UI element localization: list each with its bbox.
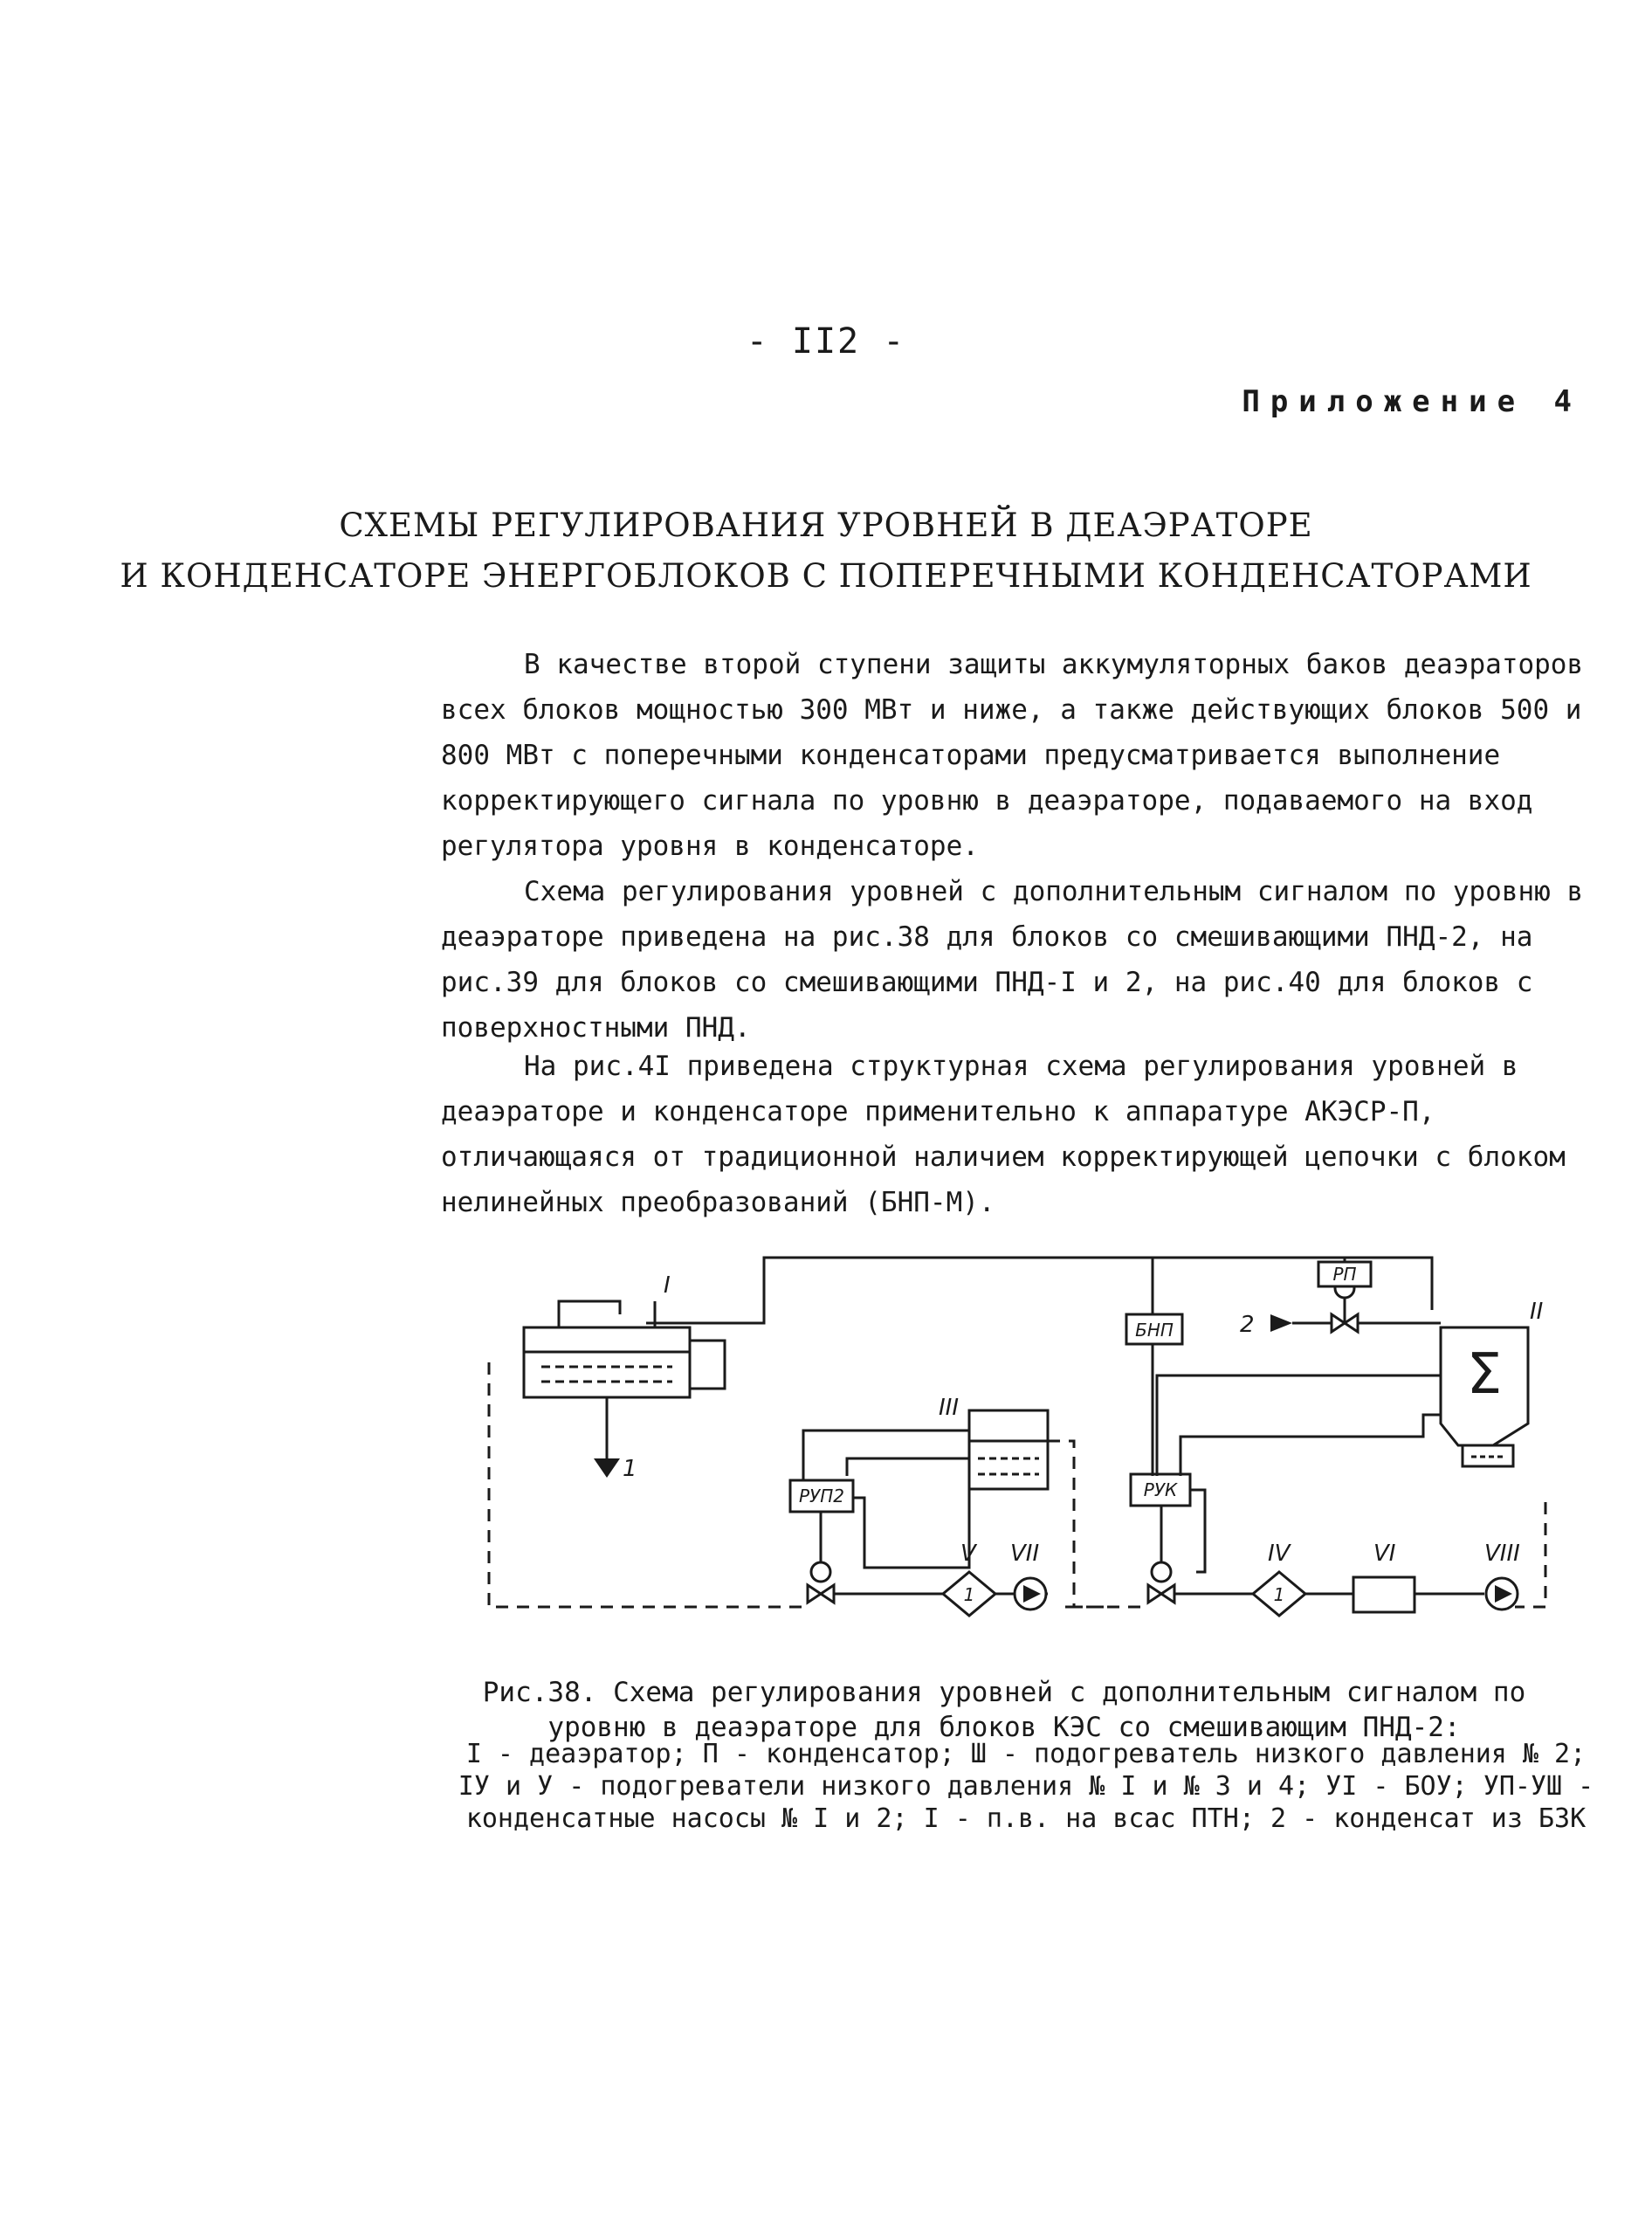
appendix-label: Приложение 4 [1242,384,1582,419]
heater-pnd-2 [969,1410,1048,1489]
label-deaerator: I [664,1272,671,1299]
filter-label: 1 [1273,1584,1285,1605]
filter-label: 1 [963,1584,975,1605]
valve [1148,1585,1174,1603]
level-sensor [811,1562,830,1582]
label-pump-vii: VII [1010,1541,1040,1567]
page-number: - II2 - [746,321,906,362]
rp-label: РП [1332,1264,1357,1285]
title-line-2: И КОНДЕНСАТОРЕ ЭНЕРГОБЛОКОВ С ПОПЕРЕЧНЫМИ КОНДЕНСАТОРАМИ [120,557,1532,595]
ruk-label: РУК [1143,1479,1178,1500]
label-heater-v: V [960,1541,976,1567]
outflow-arrow [594,1458,620,1478]
label-flow-1: 1 [623,1456,637,1482]
deaerator-tank [524,1327,690,1397]
figure-caption-legend: I - деаэратор; П - конденсатор; Ш - подогреватель низкого давления № 2; IУ и У - подогреватели низкого давления № I и № 3 и 4; УI - БОУ; УП-УШ - конденсатные насосы № I и 2; I - п.в. на всас ПТН; 2 - конденсат из БЗК [458,1739,1594,1834]
regulation-scheme-diagram [454,1240,1607,1659]
bnp-label: БНП [1135,1320,1174,1341]
inflow-arrow [1270,1314,1292,1332]
rup2-label: РУП2 [798,1486,845,1506]
sum-symbol: Σ [1466,1342,1503,1407]
valve [808,1585,834,1603]
label-bou: VI [1373,1541,1396,1567]
figure-caption-title: Рис.38. Схема регулирования уровней с дополнительным сигналом по уровню в деаэраторе для блоков КЭС со смешивающим ПНД-2: [482,1677,1526,1743]
label-condenser: II [1530,1299,1544,1325]
label-heater-iv: IV [1268,1541,1291,1567]
label-flow-2: 2 [1240,1312,1255,1338]
label-heater: III [939,1395,960,1421]
title-line-1: СХЕМЫ РЕГУЛИРОВАНИЯ УРОВНЕЙ В ДЕАЭРАТОРЕ [339,507,1313,544]
level-sensor [1152,1562,1171,1582]
paragraph-1: В качестве второй ступени защиты аккумуляторных баков деаэраторов всех блоков мощностью 300 МВт и ниже, а также действующих блоков 500 и 800 МВт с поперечными конденсаторами предусматривается выполнение корректирующего сигнала по уровню в деаэраторе, подаваемого на вход регулятора уровня в конденсаторе. [441,649,1584,862]
label-pump-viii: VIII [1484,1541,1520,1567]
bou-block [1353,1577,1415,1612]
paragraph-3: На рис.4I приведена структурная схема регулирования уровней в деаэраторе и конденсаторе применительно к аппаратуре АКЭСР-П, отличающаяся от традиционной наличием корректирующей цепочки с блоком нелинейных преобразований (БНП-М). [441,1051,1566,1218]
paragraph-2: Схема регулирования уровней с дополнительным сигналом по уровню в деаэраторе приведена на рис.38 для блоков со смешивающими ПНД-2, на рис.39 для блоков со смешивающими ПНД-I и 2, на рис.40 для блоков с поверхностными ПНД. [441,876,1584,1044]
